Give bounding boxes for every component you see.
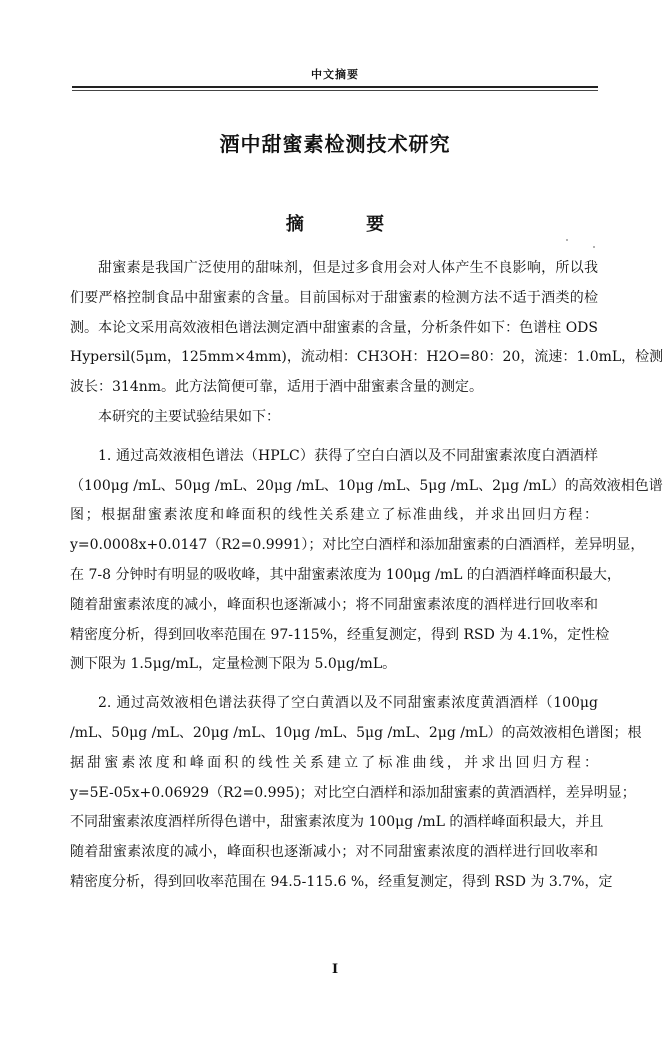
text-line: 2. 通过高效液相色谱法获得了空白黄酒以及不同甜蜜素浓度黄酒酒样（100μg [98,695,598,712]
text-line: y=0.0008x+0.0147（R2=0.9991）；对比空白酒样和添加甜蜜素的白酒酒样，差异明显， [70,537,645,554]
paragraph-2 [70,403,598,433]
text-line: 据甜蜜素浓度和峰面积的线性关系建立了标准曲线，并求出回归方程： [70,754,598,771]
text-line: （100μg /mL、50μg /mL、20μg /mL、10μg /mL、5μg /mL、2μg /mL）的高效液相色谱 [70,477,663,494]
text-line: 图；根据甜蜜素浓度和峰面积的线性关系建立了标准曲线，并求出回归方程： [70,507,598,524]
paragraph-1 [70,254,664,403]
text-line: 波长：314nm。此方法简便可靠，适用于酒中甜蜜素含量的测定。 [70,379,484,396]
paragraph-4 [70,689,642,898]
running-header: 中文摘要 [311,68,359,81]
text-line: /mL、50μg /mL、20μg /mL、10μg /mL、5μg /mL、2μg /mL）的高效液相色谱图；根 [70,724,642,741]
text-line: 随着甜蜜素浓度的减小，峰面积也逐渐减小；对不同甜蜜素浓度的酒样进行回收率和 [70,844,598,861]
abstract-body [70,254,664,898]
text-line: 甜蜜素是我国广泛使用的甜味剂，但是过多食用会对人体产生不良影响，所以我 [98,260,598,276]
text-line: y=5E-05x+0.06929（R2=0.995)；对比空白酒样和添加甜蜜素的黄酒酒样，差异明显； [70,784,636,801]
text-line: 测下限为 1.5μg/mL，定量检测下限为 5.0μg/mL。 [70,656,397,673]
text-line: 们要严格控制食品中甜蜜素的含量。目前国标对于甜蜜素的检测方法不适于酒类的检 [70,289,598,306]
text-line: 1. 通过高效液相色谱法（HPLC）获得了空白白酒以及不同甜蜜素浓度白酒酒样 [98,447,598,464]
header-rule-thin [72,90,598,91]
text-line: 不同甜蜜素浓度酒样所得色谱中，甜蜜素浓度为 100μg /mL 的酒样峰面积最大，并且 [70,814,604,831]
text-line: 随着甜蜜素浓度的减小，峰面积也逐渐减小；将不同甜蜜素浓度的酒样进行回收率和 [70,596,598,613]
text-line: 在 7-8 分钟时有明显的吸收峰，其中甜蜜素浓度为 100μg /mL 的白酒酒样峰面积最大， [70,566,621,583]
text-line: Hypersil(5μm，125mm×4mm)，流动相：CH3OH：H2O=80：20，流速：1.0mL，检测 [70,349,664,366]
text-line: 精密度分析，得到回收率范围在 94.5-115.6 %，经重复测定，得到 RSD 为 3.7%，定 [70,873,613,890]
paragraph-3 [70,442,663,680]
scan-speck [593,246,595,248]
paper-title: 酒中甜蜜素检测技术研究 [219,132,451,156]
page-number: I [331,962,339,977]
text-line: 本研究的主要试验结果如下： [98,408,280,425]
abstract-heading: 摘 要 [285,214,413,235]
header-rule [72,86,598,88]
text-line: 测。本论文采用高效液相色谱法测定酒中甜蜜素的含量，分析条件如下：色谱柱 ODS [70,319,598,336]
scan-speck [566,239,568,241]
text-line: 精密度分析，得到回收率范围在 97-115%，经重复测定，得到 RSD 为 4.1%，定性检 [70,626,610,643]
